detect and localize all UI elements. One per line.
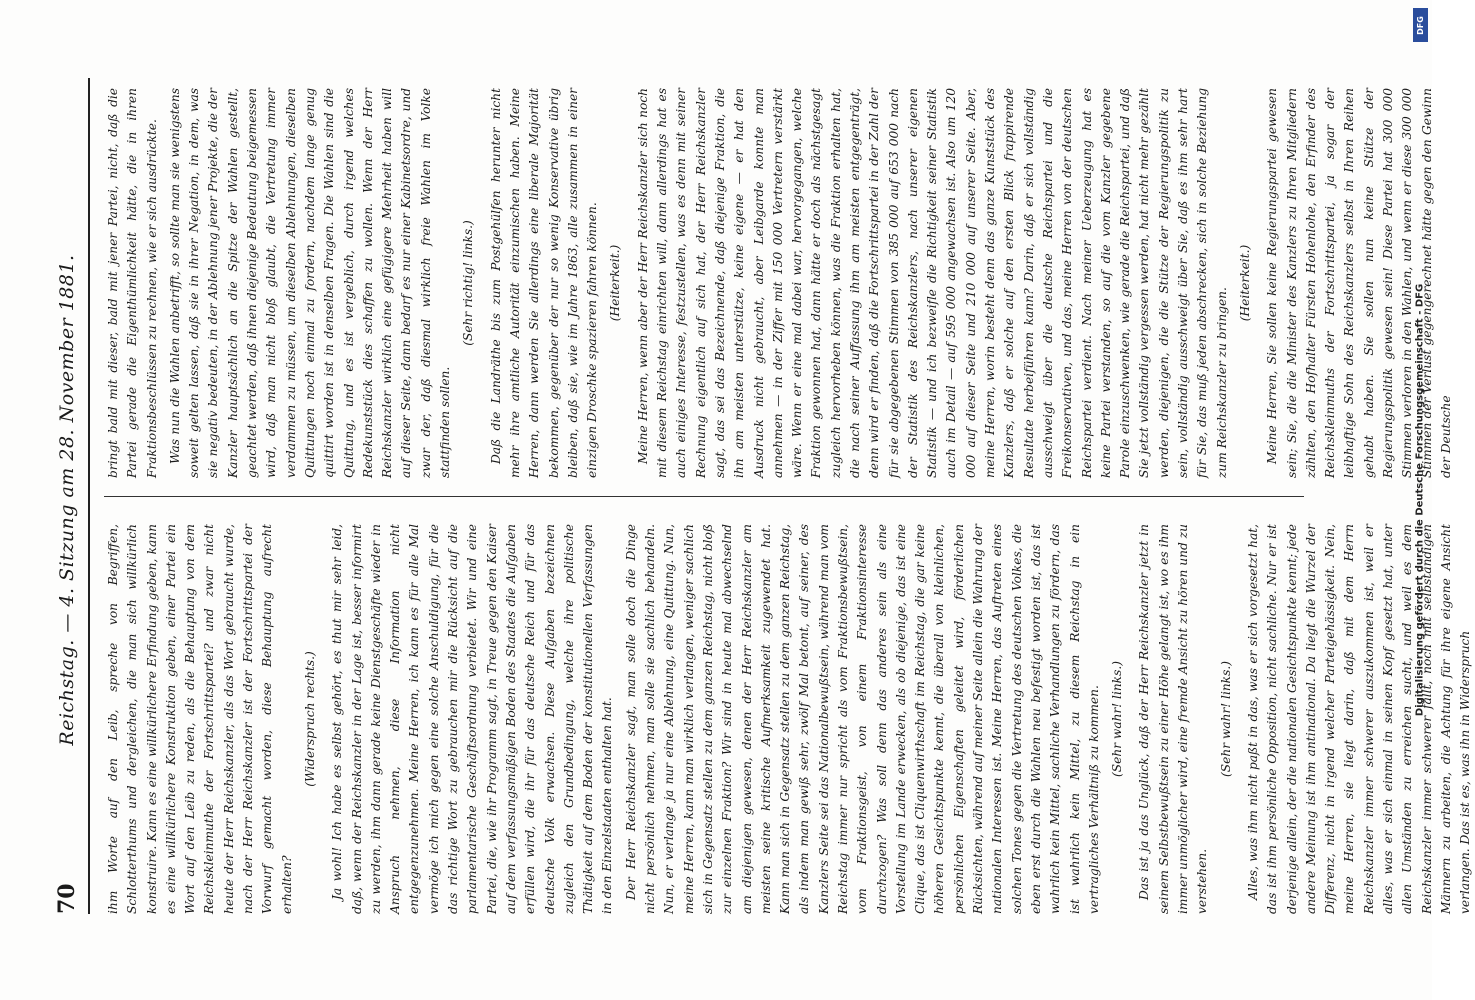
interjection: (Widerspruch rechts.)	[302, 651, 317, 787]
dfg-funding-note: Digitalisierung gefördert durch die Deutsche Forschungsgemeinschaft - DFG	[1414, 283, 1426, 717]
paragraph: ihm Worte auf den Leib, spreche von Begriffen, Schlotterthums und dergleichen, die man sich willkürlich konstruire. Kann es eine willkürlichere Erfindung geben, kann es eine willkürlichere Konstruktion geben, einer Partei ein Wort auf den Leib zu reden, als die Behauptung von dem Reichskleinmuthe der Fortschrittspartei? und zwar nicht heute der Herr Reichskanzler, als das Wort gebraucht wurde, nach der Herr Reichskanzler ist der Fortschrittspartei der Vorwurf gemacht worden, diese Behauptung aufrecht erhalten?	[106, 524, 294, 914]
running-head: Reichstag. — 4. Sitzung am 28. November 1881.	[56, 254, 78, 746]
dfg-logo-text: DFG	[1416, 15, 1426, 35]
page-number: 70	[54, 883, 80, 914]
interjection: (Heiterkeit.)	[1237, 244, 1252, 322]
paragraph: Das ist ja das Unglück, daß der Herr Reichskanzler jetzt in seinem Selbstbewußtsein zu einer Höhe gelangt ist, wo es ihm immer unmöglicher wird, eine fremde Ansicht zu hören und zu verstehen.	[1137, 524, 1210, 914]
paragraph: bringt bald mit dieser, bald mit jener Partei, nicht, daß die Partei gerade die Eigenthümlichkeit hätte, die in ihren Fraktionsbeschlüssen zu rechnen, wie er sich ausdrückte.	[106, 88, 159, 478]
paragraph: Ja wohl! Ich habe es selbst gehört, es thut mir sehr leid, daß, wenn der Reichskanzler in der Lage ist, besser informirt zu werden, ihm dann gerade keine Dienstgeschäfte wieder in Anspruch nehmen, diese Information nicht entgegenzunehmen. Meine Herren, ich kann es für alle Mal vermöge ich mich gegen eine solche Anschuldigung, für die das richtige Wort zu gebrauchen mir die Rücksicht auf die parlamentarische Geschäftsordnung verbietet. Wir und eine Partei, die, wie ihr Programm sagt, in Treue gegen den Kaiser auf dem verfassungsmäßigen Boden des Staates die Aufgaben erfüllen wird, die ihr für das deutsche Reich und für das deutsche Volk erwachsen. Diese Aufgaben bezeichnen zugleich den Grundbedingung, welche ihre politische Thätigkeit auf dem Boden der konstitutionellen Verfassungen in den Einzelstaaten enthalten hat.	[330, 524, 615, 914]
right-column	[104, 88, 1453, 478]
column-divider	[104, 496, 1304, 497]
dfg-logo	[1413, 8, 1428, 42]
interjection: (Sehr wahr! links.)	[1110, 661, 1125, 777]
paragraph: Alles, was ihm nicht paßt in das, was er sich vorgesetzt hat, das ist ihm persönliche Opposition, nicht sachliche. Nur er ist derjenige allein, der die nationalen Gesichtspunkte kennt; jede andere Meinung ist ihm antinational. Da liegt die Wurzel der Differenz, nicht in irgend welcher Parteigehässigkeit. Nein, meine Herren, sie liegt darin, daß mit dem Herrn Reichskanzler immer schwerer auszukommen ist, weil er alles, was er sich einmal in seinen Kopf gesetzt hat, unter allen Umständen zu erreichen sucht, und weil es dem Reichskanzler immer schwerer fällt, noch mit selbständigen Männern zu arbeiten, die Achtung für ihre eigene Ansicht verlangen. Das ist es, was ihn in Widerspruch	[1245, 524, 1473, 914]
left-column	[104, 524, 1473, 914]
paragraph: Was nun die Wahlen anbetrifft, so sollte man sie wenigstens soweit gelten lassen, daß sie in ihrer Negation, in dem, was sie negativ bedeuten, in der Ablehnung jener Projekte, die der Kanzler hauptsächlich an die Spitze der Wahlen gestellt, geachtet werden, daß ihnen diejenige Bedeutung beigemessen wird, daß man nicht bloß glaubt, die Vertretung immer verdammen zu müssen, um dieselben Ablehnungen, dieselben Quittungen noch einmal zu fordern, nachdem lange genug quittirt worden ist in denselben Fragen. Die Wahlen sind die Quittung, und es ist vergeblich, durch irgend welches Redekunststück dies schaffen zu wollen. Wenn der Herr Reichskanzler wirklich eine gefügigere Mehrheit haben will auf dieser Seite, dann bedarf es nur einer Kabinetsordre, und zwar der, daß diesmal wirklich freie Wahlen im Volke stattfinden sollen.	[167, 88, 453, 478]
interjection: (Sehr richtig! links.)	[461, 220, 476, 346]
paragraph: Daß die Landräthe bis zum Postgehülfen herunter nicht mehr ihre amtliche Autorität einzumischen haben. Meine Herren, dann werden Sie allerdings eine liberale Majorität bekommen, gegenüber der nur so wenig Konservative übrig bleiben, daß sie, wie im Jahre 1863, alle zusammen in einer einzigen Droschke spazieren fahren können.	[488, 88, 600, 478]
interjection: (Sehr wahr! links.)	[1218, 661, 1233, 777]
interjection: (Heiterkeit.)	[608, 244, 623, 322]
paragraph: Der Herr Reichskanzler sagt, man solle doch die Dinge nicht persönlich nehmen, man solle sie sachlich behandeln. Nun, er verlange ja nur eine Ablehnung, eine Quittung. Nun, meine Herren, kann man wirklich verlangen, weniger sachlich sich in Gegensatz stellen zu dem ganzen Reichstag, nicht bloß zur einzelnen Fraktion? Wir sind in heute mal abwechselnd am diejenigen gewesen, denen der Herr Reichskanzler am meisten seine kritische Aufmerksamkeit zugewendet hat. Kann man sich in Gegensatz stellen zu dem ganzen Reichstag, als indem man gewiß sehr, zwölf Mal betont, auf seiner, des Kanzlers Seite sei das Nationalbewußtsein, während man vom Reichstag immer nur spricht als vom Fraktionsbewußtsein, vom Fraktionsgeist, von einem Fraktionsinteresse durchzogen? Was soll denn das anderes sein als eine Vorstellung im Lande erwecken, als ob diejenige, das ist eine Clique, das ist Cliquenwirthschaft im Reichstag, die gar keine höheren Gesichtspunkte kennt, die überall von kleinlichen, persönlichen Eigenschaften geleitet wird, förderlichen Rücksichten, während auf meiner Seite allein die Wahrung der nationalen Interessen ist. Meine Herren, das Auftreten eines solchen Tones gegen die Vertretung des deutschen Volkes, die eben erst durch die Wahlen neu befestigt worden ist, das ist wahrlich kein Mittel, sachliche Verhandlungen zu fördern, das ist wahrlich kein Mittel, zu diesem Reichstag in ein vertragliches Verhältniß zu kommen.	[623, 524, 1101, 914]
page-header	[48, 0, 92, 1000]
paragraph: Meine Herren, wenn aber der Herr Reichskanzler sich noch mit diesem Reichstag einrichten will, dann allerdings hat es auch einiges Interesse, festzustellen, was es denn mit seiner Rechnung eigentlich auf sich hat, der Herr Reichskanzler sagt, das sei das Bezeichnende, daß diejenige Fraktion, die ihn am meisten unterstütze, keine eigene — er hat den Ausdruck nicht gebraucht, aber Leibgarde konnte man annehmen — in der Ziffer mit 150 000 Vertretern verstärkt wäre. Wenn er eine mal dabei war, hervorgegangen, welche Fraktion gewonnen hat, dann hätte er doch als nächstgesagt zugleich hervorheben können, was die Fraktion erhalten hat, die nach seiner Auffassung ihm am meisten entgegenträgt, denn wird er finden, daß die Fortschrittspartei in der Zahl der für sie abgegebenen Stimmen von 385 000 auf 653 000 nach der Statistik des Reichskanzlers, nach unserer eigenen Statistik — und ich bezweifle die Richtigkeit seiner Statistik auch im Detail — auf 595 000 angewachsen ist. Also um 120 000 auf dieser Seite und 210 000 auf unserer Seite. Aber, meine Herren, worin besteht denn das ganze Kunststück des Kanzlers, daß er solche auf den ersten Blick frappirende Resultate herbeiführen kann? Darin, daß er sich vollständig ausschweigt über die deutsche Reichspartei und die Freikonservativen, und das, meine Herren von der deutschen Reichspartei verdient. Nach meiner Ueberzeugung hat es keine Partei verstanden, so auf die vom Kanzler gegebene Parole einzuschwenken, wie gerade die Reichspartei, und daß Sie jetzt vollständig vergessen werden, hat nicht mehr gezählt werden, diejenigen, die die Stütze der Regierungspolitik zu sein, vollständig ausschweigt über Sie, daß es ihm sehr hart für Sie, das muß jeden abschrecken, sich in solche Beziehung zum Reichskanzler zu bringen.	[635, 88, 1229, 478]
paragraph: Meine Herren, Sie sollen keine Regierungspartei gewesen sein; Sie, die die Minister des Kanzlers zu Ihren Mitgliedern zählten, den Hofhalter Fürsten Hohenlohe, den Erfinder des Reichskleinmuths der Fortschrittspartei, ja sogar der leibhaftige Sohn des Reichskanzlers selbst in Ihren Reihen gehabt haben. Sie sollen nun keine Stütze der Regierungspolitik gewesen sein! Diese Partei hat 300 000 Stimmen verloren in den Wahlen, und wenn er diese 300 000 Stimmen der Verlust gegengerechnet hätte gegen den Gewinn der Deutsche	[1265, 88, 1453, 478]
header-rule	[88, 78, 90, 914]
